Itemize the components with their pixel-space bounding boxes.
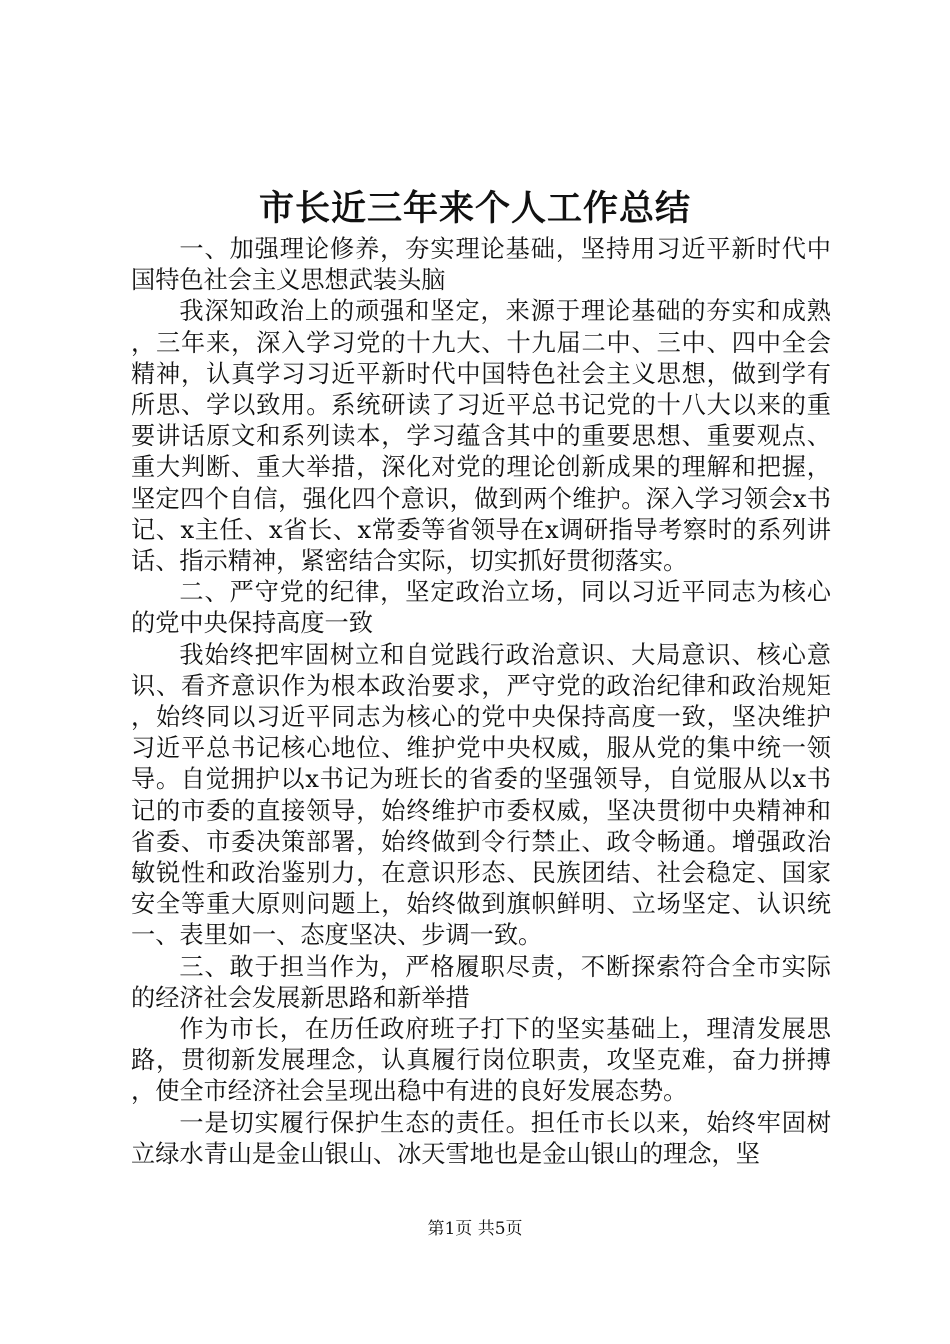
- body-paragraph: 作为市长，在历任政府班子打下的坚实基础上，理清发展思路，贯彻新发展理念，认真履行岗位职责，攻坚克难，奋力拼搏，使全市经济社会呈现出稳中有进的良好发展态势。: [131, 1015, 831, 1106]
- body-paragraph: 我始终把牢固树立和自觉践行政治意识、大局意识、核心意识、看齐意识作为根本政治要求，严守党的政治纪律和政治规矩，始终同以习近平同志为核心的党中央保持高度一致，坚决维护习近平总书记核心地位、维护党中央权威，服从党的集中统一领导。自觉拥护以x书记为班长的省委的坚强领导，自觉服从以x书记的市委的直接领导，始终维护市委权威，坚决贯彻中央精神和省委、市委决策部署，始终做到令行禁止、政令畅通。增强政治敏锐性和政治鉴别力，在意识形态、民族团结、社会稳定、国家安全等重大原则问题上，始终做到旗帜鲜明、立场坚定、认识统一、表里如一、态度坚决、步调一致。: [131, 640, 831, 950]
- body-paragraph: 我深知政治上的顽强和坚定，来源于理论基础的夯实和成熟，三年来，深入学习党的十九大、十九届二中、三中、四中全会精神，认真学习习近平新时代中国特色社会主义思想，做到学有所思、学以致用。系统研读了习近平总书记党的十八大以来的重要讲话原文和系列读本，学习蕴含其中的重要思想、重要观点、重大判断、重大举措，深化对党的理论创新成果的理解和把握，坚定四个自信，强化四个意识，做到两个维护。深入学习领会x书记、x主任、x省长、x常委等省领导在x调研指导考察时的系列讲话、指示精神，紧密结合实际，切实抓好贯彻落实。: [131, 297, 831, 576]
- document-body: [131, 234, 831, 1170]
- document-title: 市长近三年来个人工作总结: [258, 188, 691, 229]
- section-heading-2: 二、严守党的纪律，坚定政治立场，同以习近平同志为核心的党中央保持高度一致: [131, 578, 831, 638]
- section-heading-3: 三、敢于担当作为，严格履职尽责，不断探索符合全市实际的经济社会发展新思路和新举措: [131, 952, 831, 1012]
- page-number-footer: 第1页 共5页: [427, 1219, 523, 1239]
- section-heading-1: 一、加强理论修养，夯实理论基础，坚持用习近平新时代中国特色社会主义思想武装头脑: [131, 235, 831, 295]
- body-paragraph: 一是切实履行保护生态的责任。担任市长以来，始终牢固树立绿水青山是金山银山、冰天雪地也是金山银山的理念，坚: [131, 1108, 831, 1168]
